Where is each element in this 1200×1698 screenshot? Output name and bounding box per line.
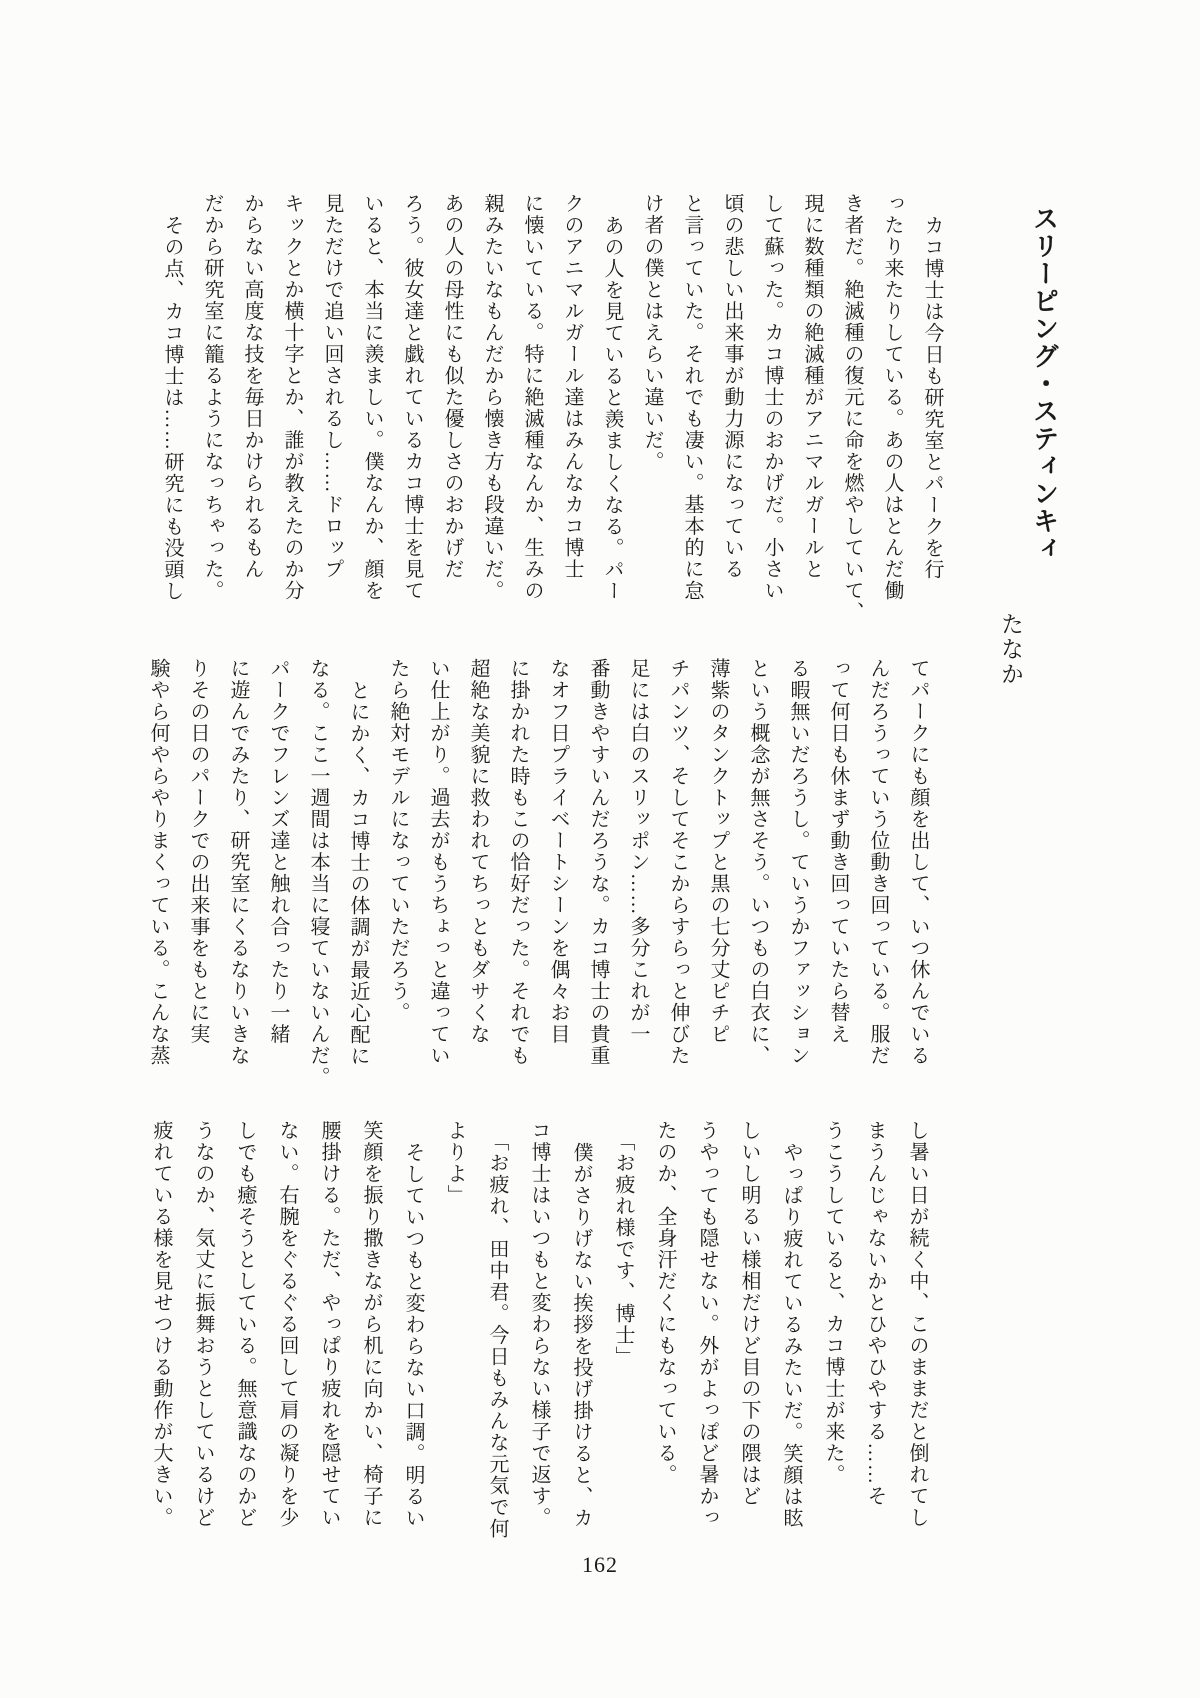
text-column: 現に数種類の絶滅種がアニマルガールと (801, 193, 823, 580)
text-column: 「お疲れ、田中君。今日もみんな元気で何 (486, 1131, 508, 1540)
text-column: ない。右腕をぐるぐる回して肩の凝りを少 (276, 1120, 298, 1529)
page-number: 162 (582, 1552, 618, 1577)
text-column: き者だ。絶滅種の復元に命を燃やしていて、 (841, 193, 863, 623)
text-column: って何日も休まず動き回っていたら替え (827, 658, 849, 1045)
text-column: その点、カコ博士は……研究にも没頭し (161, 214, 183, 602)
text-column: に懐いている。特に絶滅種なんか、生みの (521, 193, 543, 602)
text-column: 僕がさりげない挨拶を投げ掛けると、カ (570, 1141, 592, 1529)
text-column: 足には白のスリッポン……多分これが一 (627, 658, 649, 1045)
text-column: てパークにも顔を出して、いつ休んでいる (907, 658, 929, 1067)
text-column: クのアニマルガール達はみんなカコ博士 (561, 193, 583, 580)
text-column: という概念が無さそう。いつもの白衣に、 (747, 658, 769, 1067)
text-column: 疲れている様を見せつける動作が大きい。 (150, 1120, 172, 1529)
text-column: なる。ここ一週間は本当に寝ていないんだ。 (307, 658, 329, 1088)
text-column: あの人を見ていると羨ましくなる。パー (601, 214, 623, 602)
text-column: 見ただけで追い回されるし……ドロップ (321, 193, 343, 580)
text-column: あの人の母性にも似た優しさのおかげだ (441, 193, 463, 580)
text-column: うこうしていると、カコ博士が来た。 (822, 1120, 844, 1486)
text-column: チパンツ、そしてそこからすらっと伸びた (667, 658, 689, 1067)
text-column: いると、本当に羨ましい。僕なんか、顔を (361, 193, 383, 602)
text-column: よりよ」 (444, 1120, 466, 1206)
text-column: やっぱり疲れているみたいだ。笑顔は眩 (780, 1141, 802, 1529)
text-column: に遊んでみたり、研究室にくるなりいきな (227, 658, 249, 1067)
text-band-top (152, 193, 952, 643)
text-column: しいし明るい様相だけど目の下の隈はど (738, 1120, 760, 1507)
text-column: しでも癒そうとしている。無意識なのかど (234, 1120, 256, 1529)
text-band-middle (138, 658, 938, 1108)
text-column: カコ博士は今日も研究室とパークを行 (921, 214, 943, 580)
text-column: だから研究室に籠るようになっちゃった。 (201, 193, 223, 602)
text-column: に掛かれた時もこの恰好だった。それでも (507, 658, 529, 1067)
text-column: 験やら何やらやりまくっている。こんな蒸 (147, 658, 169, 1067)
text-column: からない高度な技を毎日かけられるもん (241, 193, 263, 580)
text-column: ろう。彼女達と戯れているカコ博士を見て (401, 193, 423, 602)
text-band-bottom (140, 1120, 938, 1570)
text-column: そしていつもと変わらない口調。明るい (402, 1141, 424, 1529)
text-column: け者の僕とはえらい違いだ。 (641, 193, 663, 473)
text-column: ったり来たりしている。あの人はとんだ働 (881, 193, 903, 602)
text-column: たのか、全身汗だくにもなっている。 (654, 1120, 676, 1486)
text-column: 「お疲れ様です、博士」 (612, 1131, 634, 1368)
text-column: コ博士はいつもと変わらない様子で返す。 (528, 1120, 550, 1529)
text-column: る暇無いだろうし。ていうかファッション (787, 658, 809, 1067)
text-column: うなのか、気丈に振舞おうとしているけど (192, 1120, 214, 1529)
text-column: んだろうっていう位動き回っている。服だ (867, 658, 889, 1067)
story-author: たなか (998, 612, 1023, 687)
text-column: 番動きやすいんだろうな。カコ博士の貴重 (587, 658, 609, 1067)
text-column: キックとか横十字とか、誰が教えたのか分 (281, 193, 303, 602)
text-column: たら絶対モデルになっていただろう。 (387, 658, 409, 1024)
text-column: い仕上がり。過去がもうちょっと違ってい (427, 658, 449, 1067)
text-column: パークでフレンズ達と触れ合ったり一緒 (267, 658, 289, 1045)
text-column: し暑い日が続く中、このままだと倒れてし (906, 1120, 928, 1529)
text-column: 親みたいなもんだから懐き方も段違いだ。 (481, 193, 503, 602)
text-column: して蘇った。カコ博士のおかげだ。小さい (761, 193, 783, 602)
text-column: とにかく、カコ博士の体調が最近心配に (347, 679, 369, 1067)
text-column: と言っていた。それでも凄い。基本的に怠 (681, 193, 703, 602)
text-column: 超絶な美貌に救われてちっともダサくな (467, 658, 489, 1045)
text-column: りその日のパークでの出来事をもとに実 (187, 658, 209, 1045)
text-column: うやっても隠せない。外がよっぽど暑かっ (696, 1120, 718, 1529)
text-column: 薄紫のタンクトップと黒の七分丈ピチピ (707, 658, 729, 1045)
text-column: 腰掛ける。ただ、やっぱり疲れを隠せてい (318, 1120, 340, 1529)
story-title: スリーピング・スティンキィ (1029, 205, 1059, 563)
text-column: 頃の悲しい出来事が動力源になっている (721, 193, 743, 580)
text-column: 笑顔を振り撒きながら机に向かい、椅子に (360, 1120, 382, 1529)
text-column: なオフ日プライベートシーンを偶々お目 (547, 658, 569, 1045)
text-column: まうんじゃないかとひやひやする……そ (864, 1120, 886, 1507)
